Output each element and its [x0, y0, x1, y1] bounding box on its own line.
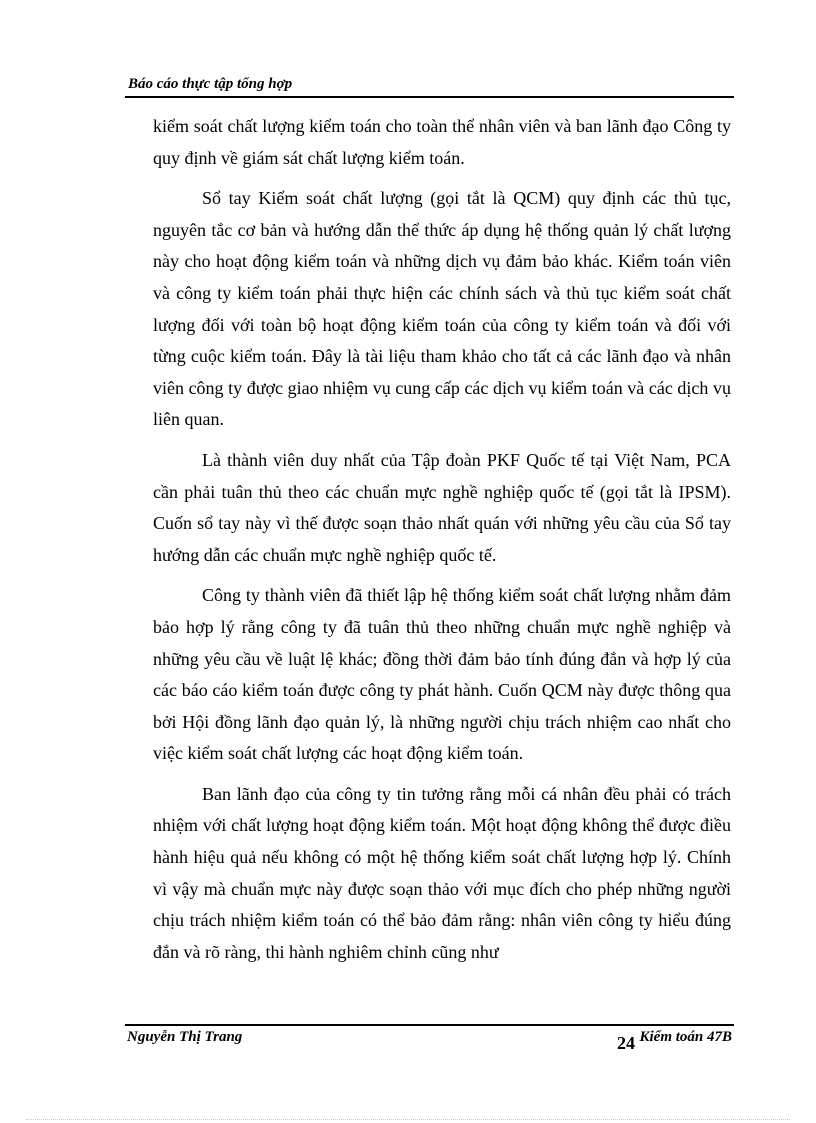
page-bottom-border: [26, 1119, 790, 1120]
paragraph-3: Là thành viên duy nhất của Tập đoàn PKF Quốc tế tại Việt Nam, PCA cần phải tuân thủ theo các chuẩn mực nghề nghiệp quốc tế (gọi tắt là IPSM). Cuốn sổ tay này vì thế được soạn thảo nhất quán với những yêu cầu của Sổ tay hướng dẫn các chuẩn mực nghề nghiệp quốc tế.: [153, 449, 731, 565]
footer-author: Nguyễn Thị Trang: [127, 1029, 243, 1045]
header-divider: [125, 96, 734, 98]
page-header-title: Báo cáo thực tập tổng hợp: [128, 76, 293, 92]
document-body: [153, 111, 731, 977]
paragraph-2: Sổ tay Kiểm soát chất lượng (gọi tắt là QCM) quy định các thủ tục, nguyên tắc cơ bản và hướng dẫn thể thức áp dụng hệ thống quản lý chất lượng này cho hoạt động kiểm toán và những dịch vụ đảm bảo khác. Kiểm toán viên và công ty kiểm toán phải thực hiện các chính sách và thủ tục kiểm soát chất lượng đối với toàn bộ hoạt động kiểm toán của công ty kiểm toán và đối với từng cuộc kiểm toán. Đây là tài liệu tham khảo cho tất cả các lãnh đạo và nhân viên công ty được giao nhiệm vụ cung cấp các dịch vụ kiểm toán và các dịch vụ liên quan.: [153, 188, 731, 430]
paragraph-5: Ban lãnh đạo của công ty tin tưởng rằng mỗi cá nhân đều phải có trách nhiệm với chất lượng hoạt động kiểm toán. Một hoạt động không thể được điều hành hiệu quả nếu không có một hệ thống kiểm soát chất lượng hợp lý. Chính vì vậy mà chuẩn mực này được soạn thảo với mục đích cho phép những người chịu trách nhiệm kiểm toán có thể bảo đảm rằng: nhân viên công ty hiểu đúng đắn và rõ ràng, thi hành nghiêm chỉnh cũng như: [153, 783, 731, 962]
footer-divider: [125, 1024, 734, 1026]
paragraph-4: Công ty thành viên đã thiết lập hệ thống kiểm soát chất lượng nhằm đảm bảo hợp lý rằng công ty đã tuân thủ theo những chuẩn mực nghề nghiệp và những yêu cầu về luật lệ khác; đồng thời đảm bảo tính đúng đắn và hợp lý của các báo cáo kiểm toán được công ty phát hành. Cuốn QCM này được thông qua bởi Hội đồng lãnh đạo quản lý, là những người chịu trách nhiệm cao nhất cho việc kiểm soát chất lượng các hoạt động kiểm toán.: [153, 585, 731, 764]
page-number: 24: [617, 1033, 635, 1053]
footer-department: Kiểm toán 47B: [639, 1029, 732, 1045]
paragraph-1: kiểm soát chất lượng kiểm toán cho toàn thể nhân viên và ban lãnh đạo Công ty quy định về giám sát chất lượng kiểm toán.: [153, 116, 731, 168]
